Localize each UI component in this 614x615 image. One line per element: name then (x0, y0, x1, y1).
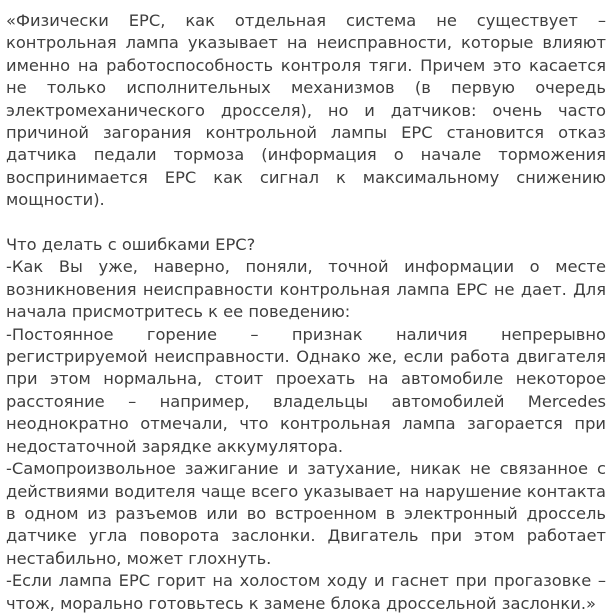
paragraph-intro: -Как Вы уже, наверно, поняли, точной информации о месте возникновения неисправности контрольная лампа EPC не дает. Для начала присмотритесь к ее поведению: (6, 257, 606, 322)
paragraph-constant-light: -Постоянное горение – признак наличия непрерывно регистрируемой неисправности. Однако же, если работа двигателя при этом нормальна, стоит проехать на автомобиле некоторое расстояние – например, владельцы автомобилей Mercedes неоднократно отмечали, что контрольная лампа загорается при недостаточной зарядке аккумулятора. (6, 324, 606, 456)
paragraph-intermittent-light: -Самопроизвольное зажигание и затухание, никак не связанное с действиями водителя чаще всего указывает на нарушение контакта в одном из разъемов или во встроенном в электронный дроссель датчике угла поворота заслонки. Двигатель при этом работает нестабильно, может глохнуть. (6, 459, 606, 568)
paragraph-spacer (6, 212, 606, 234)
paragraph-idle-light: -Если лампа EPC горит на холостом ходу и гаснет при прогазовке – чтож, морально готовьтесь к замене блока дроссельной заслонки.» (6, 571, 606, 613)
paragraph-epc-description: «Физически EPC, как отдельная система не существует – контрольная лампа указывает на неисправности, которые влияют именно на работоспособность контроля тяги. Причем это касается не только исполнительных механизмов (в первую очередь электромеханического дросселя), но и датчиков: очень часто причиной загорания контрольной лампы EPC становится отказ датчика педали тормоза (информация о начале торможения воспринимается EPC как сигнал к максимальному снижению мощности). (6, 11, 606, 210)
paragraph-question-heading: Что делать с ошибками EPC? (6, 235, 256, 255)
